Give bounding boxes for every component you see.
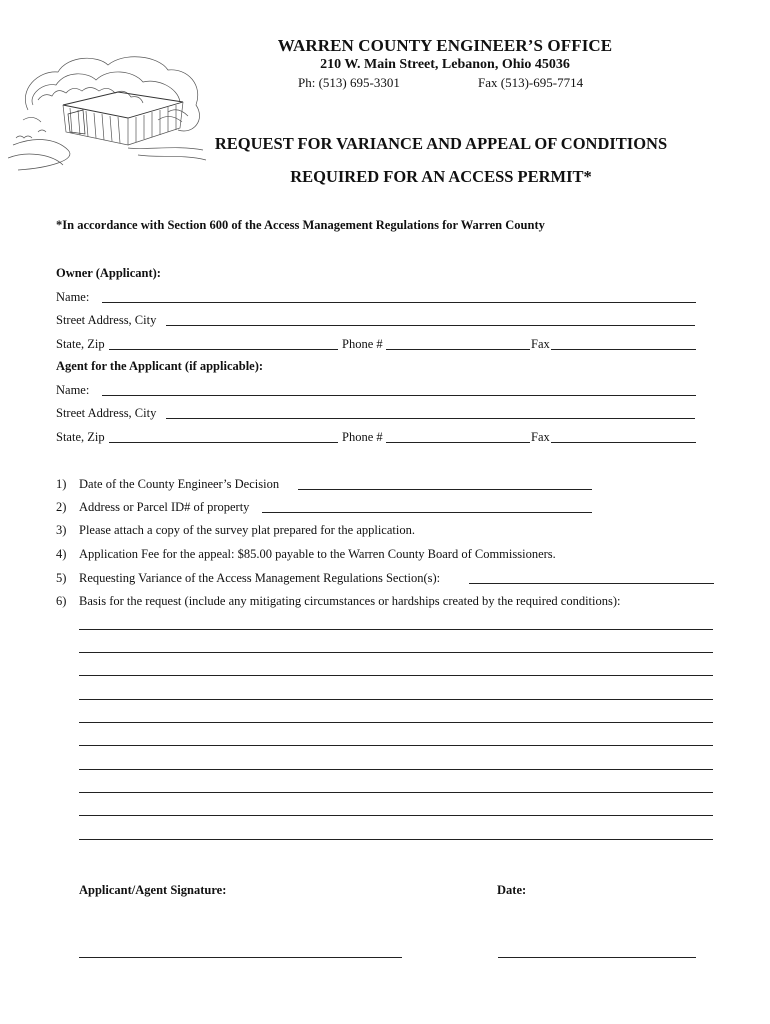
- office-phone: Ph: (513) 695-3301: [298, 75, 400, 90]
- item-1-number: 1): [56, 477, 67, 491]
- owner-heading: Owner (Applicant):: [56, 266, 161, 280]
- agent-fax-field[interactable]: [551, 442, 696, 443]
- item-6-text: Basis for the request (include any mitigating circumstances or hardships created by the required conditions):: [79, 594, 621, 608]
- regulation-note: *In accordance with Section 600 of the Access Management Regulations for Warren County: [56, 218, 545, 232]
- agent-phone-field[interactable]: [386, 442, 530, 443]
- item-1-text: Date of the County Engineer’s Decision: [79, 477, 280, 491]
- item-5-number: 5): [56, 571, 67, 585]
- parcel-id-field[interactable]: [262, 512, 592, 513]
- basis-line[interactable]: [79, 792, 713, 793]
- basis-line[interactable]: [79, 722, 713, 723]
- agent-name-field[interactable]: [102, 395, 696, 396]
- basis-line[interactable]: [79, 699, 713, 700]
- basis-line[interactable]: [79, 675, 713, 676]
- agent-name-label: Name:: [56, 383, 90, 397]
- agent-state-label: State, Zip: [56, 430, 105, 444]
- basis-line[interactable]: [79, 815, 713, 816]
- office-name: WARREN COUNTY ENGINEER’S OFFICE: [277, 36, 613, 55]
- basis-line[interactable]: [79, 629, 713, 630]
- owner-fax-label: Fax: [531, 337, 550, 351]
- document-title-line-2: REQUIRED FOR AN ACCESS PERMIT*: [290, 167, 592, 186]
- agent-phone-label: Phone #: [342, 430, 383, 444]
- decision-date-field[interactable]: [298, 489, 592, 490]
- item-4-text: Application Fee for the appeal: $85.00 payable to the Warren County Board of Commissioners.: [79, 547, 556, 561]
- agent-street-label: Street Address, City: [56, 406, 157, 420]
- signature-date-field[interactable]: [498, 957, 696, 958]
- item-5-text: Requesting Variance of the Access Management Regulations Section(s):: [79, 571, 441, 585]
- owner-street-field[interactable]: [166, 325, 695, 326]
- document-title-line-1: REQUEST FOR VARIANCE AND APPEAL OF CONDITIONS: [214, 134, 668, 153]
- office-address: 210 W. Main Street, Lebanon, Ohio 45036: [320, 57, 570, 72]
- agent-street-field[interactable]: [166, 418, 695, 419]
- signature-label: Applicant/Agent Signature:: [79, 883, 227, 897]
- item-2-number: 2): [56, 500, 67, 514]
- owner-name-field[interactable]: [102, 302, 696, 303]
- basis-line[interactable]: [79, 839, 713, 840]
- item-4-number: 4): [56, 547, 67, 561]
- signature-field[interactable]: [79, 957, 402, 958]
- owner-phone-field[interactable]: [386, 349, 530, 350]
- owner-name-label: Name:: [56, 290, 90, 304]
- owner-street-label: Street Address, City: [56, 313, 157, 327]
- basis-line[interactable]: [79, 652, 713, 653]
- item-2-text: Address or Parcel ID# of property: [79, 500, 250, 514]
- owner-state-label: State, Zip: [56, 337, 105, 351]
- agent-state-field[interactable]: [109, 442, 338, 443]
- basis-line[interactable]: [79, 769, 713, 770]
- owner-fax-field[interactable]: [551, 349, 696, 350]
- owner-phone-label: Phone #: [342, 337, 383, 351]
- owner-state-field[interactable]: [109, 349, 338, 350]
- office-fax: Fax (513)-695-7714: [478, 75, 584, 90]
- item-3-text: Please attach a copy of the survey plat prepared for the application.: [79, 523, 415, 537]
- agent-heading: Agent for the Applicant (if applicable):: [56, 359, 264, 373]
- basis-line[interactable]: [79, 745, 713, 746]
- item-6-number: 6): [56, 594, 67, 608]
- item-3-number: 3): [56, 523, 67, 537]
- variance-section-field[interactable]: [469, 583, 714, 584]
- agent-fax-label: Fax: [531, 430, 550, 444]
- date-label: Date:: [497, 883, 527, 897]
